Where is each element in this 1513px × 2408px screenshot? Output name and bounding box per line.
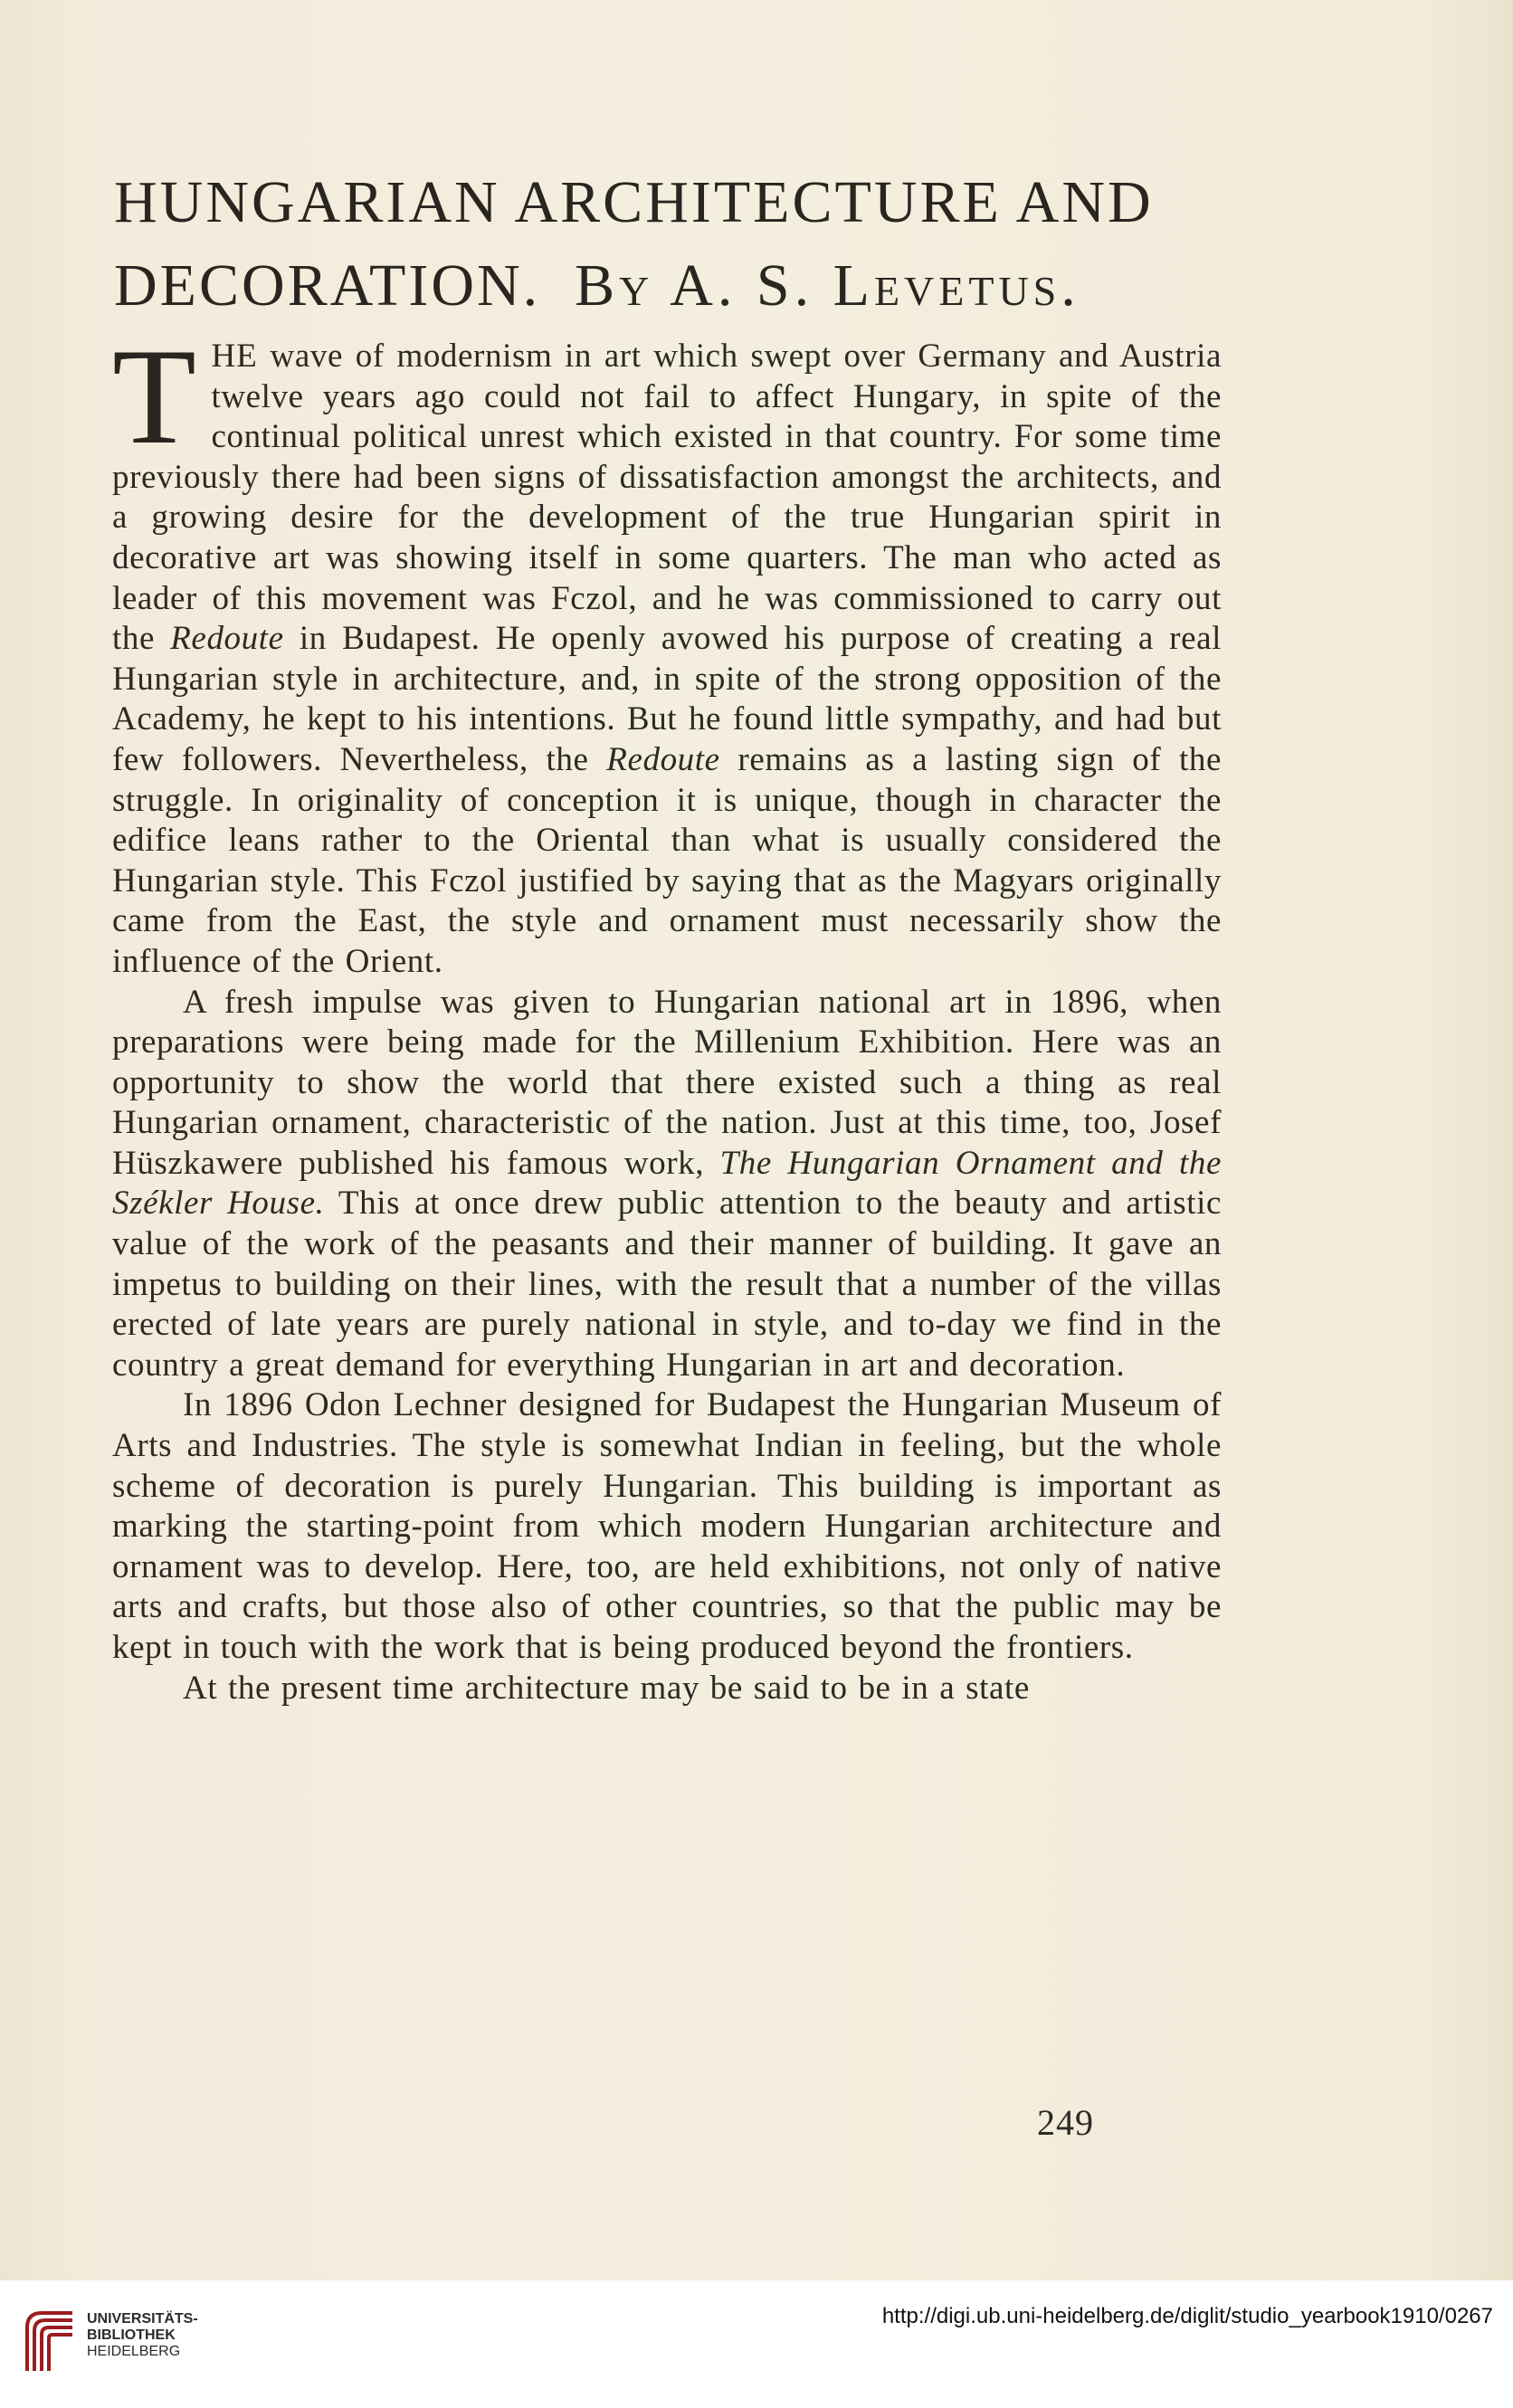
paragraph-1 <box>112 320 1222 983</box>
title-line-2: DECORATION. <box>114 252 541 319</box>
italic-title: The Hungarian Ornament and the Székler House. <box>112 1144 1222 1223</box>
page-number: 249 <box>1037 2102 1094 2143</box>
footer-bar <box>0 2280 1513 2408</box>
paragraph-text: A fresh impulse was given to Hungarian national art in 1896, when preparations were being made for the Millenium Exhibition. Here was an opportunity to show the world that there existed such a thing as real Hungarian ornament, characteristic of the nation. Just at this time, too, Josef Hüszkawere published his famous work, <box>112 983 1222 1182</box>
paragraph-3 <box>112 1385 1222 1668</box>
paragraph-2 <box>112 983 1222 1386</box>
paragraph-text: remains as a lasting sign of the struggle. In originality of conception it is unique, though in character the edifice leans rather to the Oriental than what is usually considered the Hungarian style. This Fczol justified by saying that as the Magyars originally came from the East, the style and ornament must necessarily show the influence of the Orient. <box>112 740 1222 980</box>
paragraph-4 <box>112 1669 1222 1709</box>
paragraph-text: in Budapest. He openly avowed his purpose of creating a real Hungarian style in architecture, and, in spite of the strong opposition of the Academy, he kept to his intentions. But he found little sympathy, and had but few followers. Nevertheless, the <box>112 620 1222 778</box>
heidelberg-library-logo-icon <box>22 2308 78 2375</box>
drop-cap-continuation: HE <box>211 338 258 375</box>
paragraph-text: In 1896 Odon Lechner designed for Budapest the Hungarian Museum of Arts and Industries. The style is somewhat Indian in feeling, but the whole scheme of decoration is purely Hungarian. This building is important as marking the starting-point from which modern Hungarian architecture and ornament was to develop. Here, too, are held exhibitions, not only of native arts and crafts, but those also of other countries, so that the public may be kept in touch with the work that is being produced beyond the frontiers. <box>112 1386 1222 1666</box>
italic-title: Redoute <box>170 620 284 658</box>
paragraph-text: This at once drew public attention to the beauty and artistic value of the work of the peasants and their manner of building. It gave an impetus to building on their lines, with the result that a number of the villas erected of late years are purely national in style, and to-day we find in the country a great demand for everything Hungarian in art and decoration. <box>112 1185 1222 1384</box>
library-name-line-1: UNIVERSITÄTS- <box>87 2311 198 2327</box>
italic-title: Redoute <box>606 740 720 778</box>
paragraph-text: At the present time architecture may be said to be in a state <box>183 1669 1030 1707</box>
byline: By A. S. Levetus. <box>575 252 1080 319</box>
source-url-link[interactable]: http://digi.ub.uni-heidelberg.de/diglit/studio_yearbook1910/0267 <box>881 2304 1493 2328</box>
title-line-1: HUNGARIAN ARCHITECTURE AND <box>114 169 1154 235</box>
library-name <box>87 2311 198 2360</box>
paragraph-text: wave of modernism in art which swept over Germany and Austria twelve years ago could not fail to affect Hungary, in spite of the continual political unrest which existed in that country. For some time previously there had been signs of dissatisfaction amongst the architects, and a growing desire for the development of the true Hungarian spirit in decorative art was showing itself in some quarters. The man who acted as leader of this movement was Fczol, and he was commissioned to carry out the <box>112 338 1222 658</box>
article-title <box>114 161 1236 328</box>
drop-cap: T <box>112 320 197 472</box>
article-body <box>112 320 1222 1708</box>
library-name-line-3: HEIDELBERG <box>87 2344 181 2359</box>
library-name-line-2: BIBLIOTHEK <box>87 2327 176 2343</box>
